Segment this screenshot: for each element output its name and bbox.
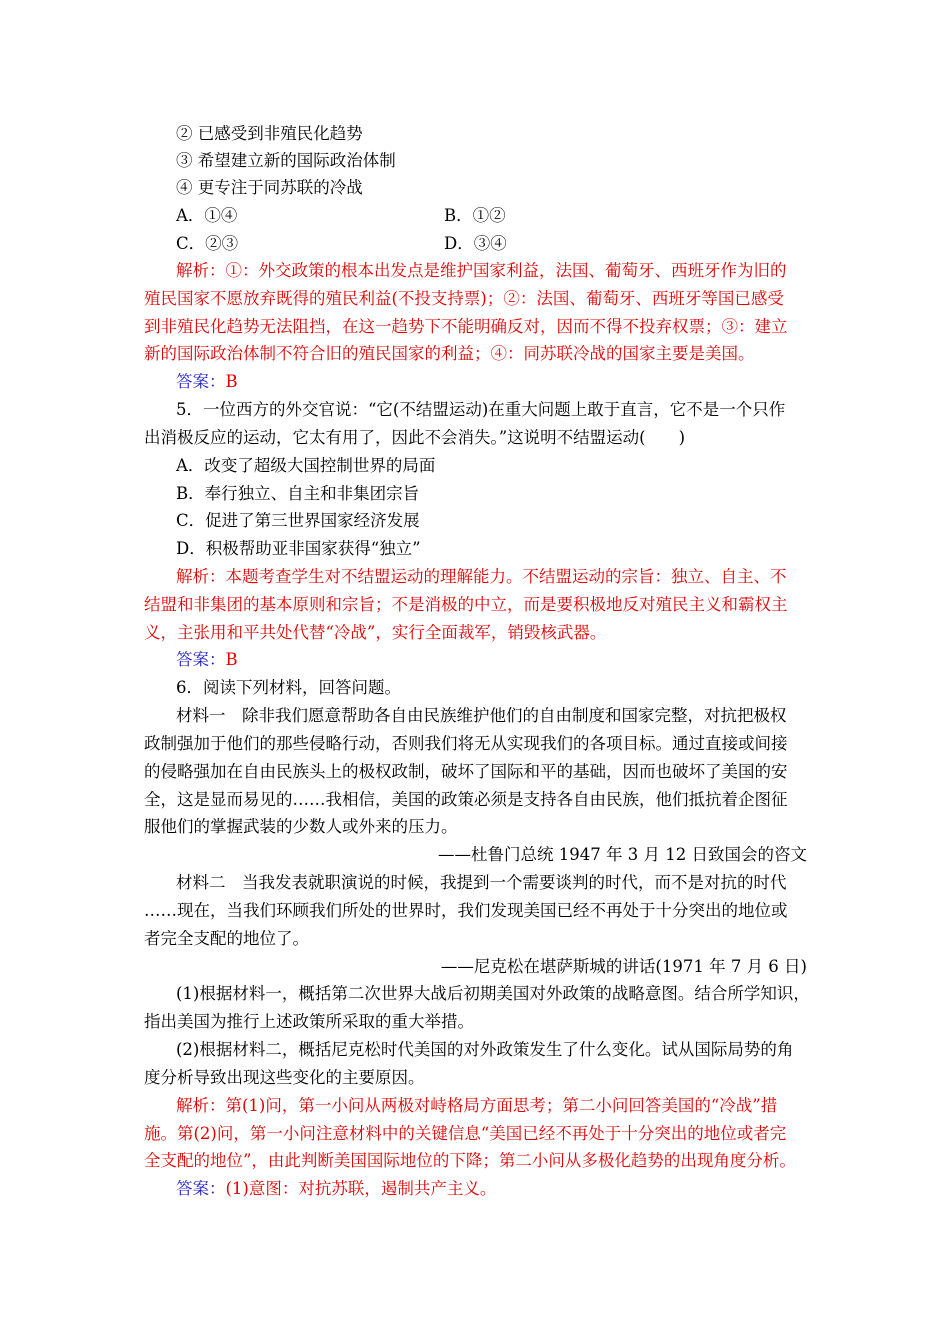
- q5-stem-line: 5．一位西方的外交官说：“它(不结盟运动)在重大问题上敢于直言，它不是一个只作: [176, 400, 786, 419]
- q4-analysis-line: [176, 257, 787, 284]
- q5-analysis-line: 义，主张用和平共处代替“冷战”，实行全面裁军，销毁核武器。: [144, 623, 607, 642]
- q6-material1-source: ——杜鲁门总统 1947 年 3 月 12 日致国会的咨文: [438, 845, 807, 864]
- q4-item-3: ③ 希望建立新的国际政治体制: [176, 151, 396, 170]
- q4-analysis-text: ①：外交政策的根本出发点是维护国家利益，法国、葡萄牙、西班牙作为旧的: [225, 261, 787, 280]
- q5-answer-value: B: [225, 650, 238, 669]
- q4-option-d: D．③④: [444, 234, 507, 253]
- q6-material2-line: 材料二 当我发表就职演说的时候，我提到一个需要谈判的时代，而不是对抗的时代: [176, 873, 787, 892]
- q4-option-c: C．②③: [176, 234, 239, 253]
- q6-subquestion-line: 度分析导致出现这些变化的主要原因。: [144, 1068, 425, 1087]
- q6-answer-value: (1)意图：对抗苏联，遏制共产主义。: [225, 1179, 497, 1198]
- q6-material2-source: ——尼克松在堪萨斯城的讲话(1971 年 7 月 6 日): [440, 957, 807, 976]
- q4-answer: [176, 368, 238, 395]
- q5-answer: [176, 646, 238, 673]
- q5-stem-line: 出消极反应的运动，它太有用了，因此不会消失。”这说明不结盟运动( ): [144, 428, 686, 447]
- q5-analysis-line: 结盟和非集团的基本原则和宗旨；不是消极的中立，而是要积极地反对殖民主义和霸权主: [144, 595, 788, 614]
- q4-item-4: ④ 更专注于同苏联的冷战: [176, 178, 363, 197]
- q6-material2-line: 者完全支配的地位了。: [144, 929, 309, 948]
- q6-analysis-line: [176, 1092, 777, 1119]
- q5-option-a: A．改变了超级大国控制世界的局面: [176, 456, 436, 475]
- q5-option-d: D．积极帮助亚非国家获得“独立”: [176, 539, 421, 558]
- q4-item-2: ② 已感受到非殖民化趋势: [176, 124, 363, 143]
- q6-material2-line: ……现在，当我们环顾我们所处的世界时，我们发现美国已经不再处于十分突出的地位或: [144, 901, 788, 920]
- q4-analysis-line: 殖民国家不愿放弃既得的殖民利益(不投支持票)；②：法国、葡萄牙、西班牙等国已感受: [144, 289, 784, 308]
- q6-stem: 6．阅读下列材料，回答问题。: [176, 678, 401, 697]
- q5-analysis-line: [176, 563, 787, 590]
- q5-option-c: C．促进了第三世界国家经济发展: [176, 511, 420, 530]
- q5-analysis-label: 解析：: [176, 567, 226, 586]
- q6-answer: [176, 1175, 496, 1202]
- q6-analysis-label: 解析：: [176, 1096, 226, 1115]
- q6-material1-line: 的侵略强加在自由民族头上的极权政制，破坏了国际和平的基础，因而也破坏了美国的安: [144, 762, 788, 781]
- q5-option-b: B．奉行独立、自主和非集团宗旨: [176, 484, 420, 503]
- q4-option-b: B．①②: [444, 206, 506, 225]
- q4-analysis-line: 到非殖民化趋势无法阻挡，在这一趋势下不能明确反对，因而不得不投弃权票；③：建立: [144, 317, 788, 336]
- q6-subquestion-line: (1)根据材料一，概括第二次世界大战后初期美国对外政策的战略意图。结合所学知识，: [176, 984, 810, 1003]
- q4-option-a: A．①④: [176, 206, 238, 225]
- q6-subquestion-line: 指出美国为推行上述政策所采取的重大举措。: [144, 1012, 474, 1031]
- q4-answer-label: 答案：: [176, 372, 226, 391]
- q6-material1-line: 政制强加于他们的那些侵略行动，否则我们将无从实现我们的各项目标。通过直接或间接: [144, 734, 788, 753]
- q6-analysis-text: 第(1)问，第一小问从两极对峙格局方面思考；第二小问回答美国的“冷战”措: [225, 1096, 778, 1115]
- q4-analysis-label: 解析：: [176, 261, 226, 280]
- q6-subquestion-line: (2)根据材料二，概括尼克松时代美国的对外政策发生了什么变化。试从国际局势的角: [176, 1040, 794, 1059]
- q6-material1-line: 全，这是显而易见的……我相信，美国的政策必须是支持各自由民族，他们抵抗着企图征: [144, 790, 788, 809]
- q6-material1-line: 材料一 除非我们愿意帮助各自由民族维护他们的自由制度和国家完整，对抗把极权: [176, 706, 787, 725]
- q6-analysis-line: 全支配的地位”，由此判断美国国际地位的下降；第二小问从多极化趋势的出现角度分析。: [144, 1151, 796, 1170]
- q6-analysis-line: 施。第(2)问，第一小问注意材料中的关键信息“美国已经不再处于十分突出的地位或者完: [144, 1124, 787, 1143]
- q4-answer-value: B: [225, 372, 238, 391]
- q6-answer-label: 答案：: [176, 1179, 226, 1198]
- q5-analysis-text: 本题考查学生对不结盟运动的理解能力。不结盟运动的宗旨：独立、自主、不: [225, 567, 787, 586]
- q5-answer-label: 答案：: [176, 650, 226, 669]
- q6-material1-line: 服他们的掌握武装的少数人或外来的压力。: [144, 817, 458, 836]
- q4-analysis-line: 新的国际政治体制不符合旧的殖民国家的利益；④：同苏联冷战的国家主要是美国。: [144, 344, 755, 363]
